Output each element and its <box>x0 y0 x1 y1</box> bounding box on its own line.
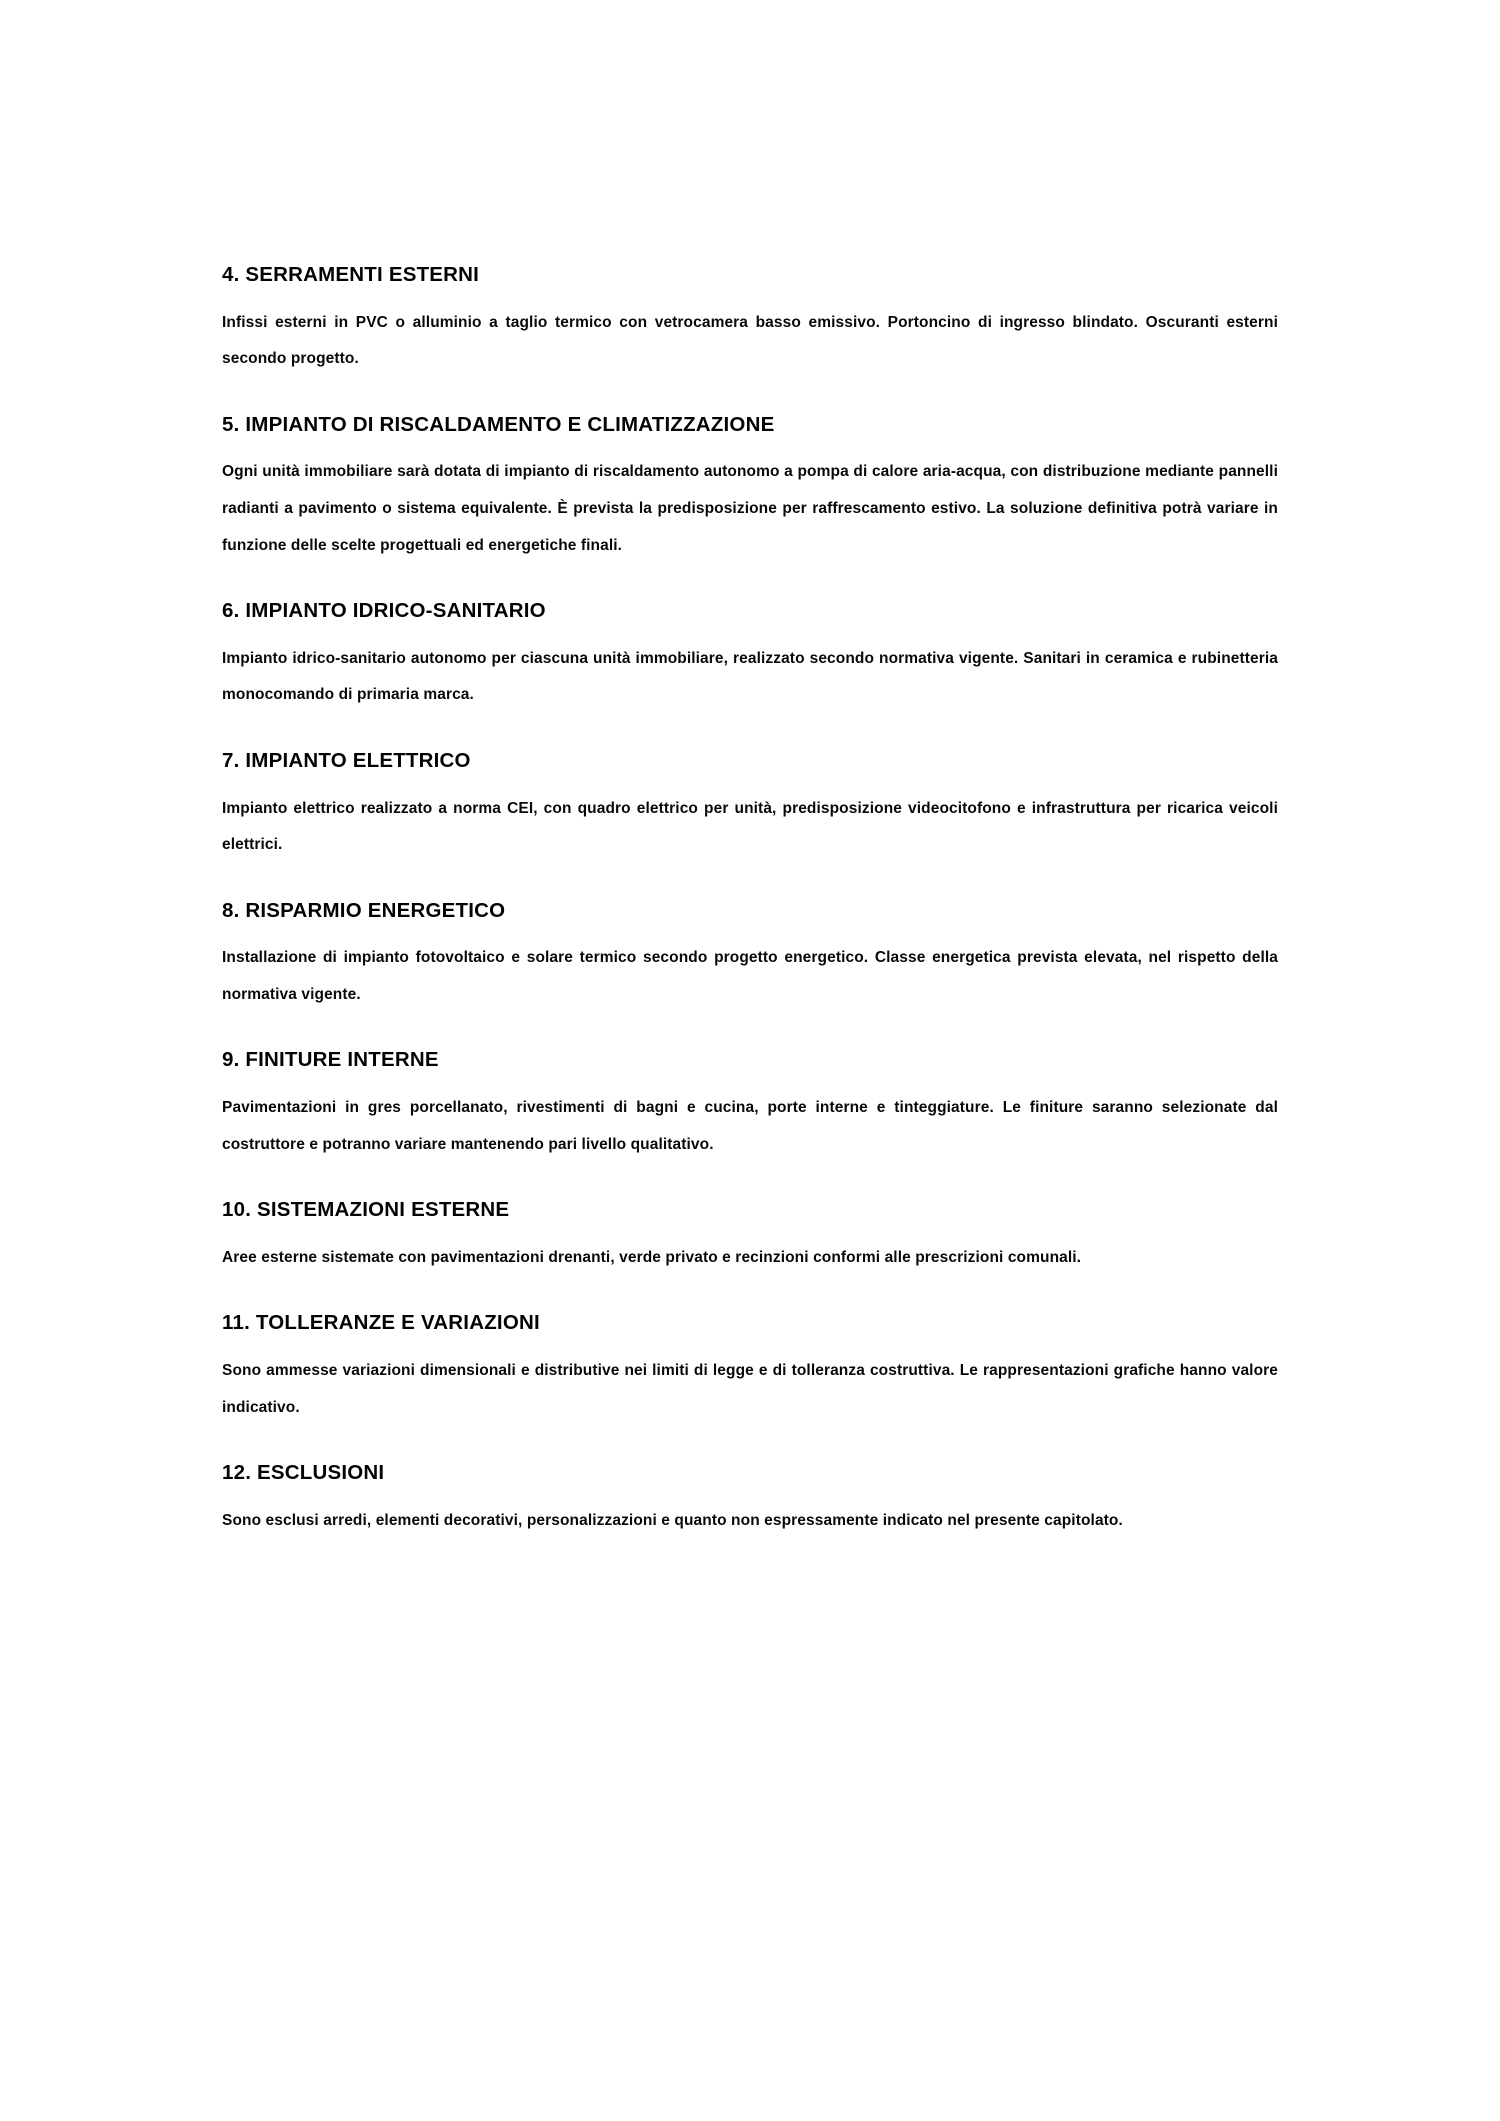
section-heading: 12. ESCLUSIONI <box>222 1461 385 1485</box>
section-heading: 10. SISTEMAZIONI ESTERNE <box>222 1198 510 1222</box>
section-paragraph: Ogni unità immobiliare sarà dotata di impianto di riscaldamento autonomo a pompa di calore aria-acqua, con distribuzione mediante pannelli radianti a pavimento o sistema equivalente. È prevista la predisposizione per raffrescamento estivo. La soluzione definitiva potrà variare in funzione delle scelte progettuali ed energetiche finali. <box>222 463 1278 554</box>
section-risparmio-energetico <box>222 898 1278 1014</box>
section-paragraph: Infissi esterni in PVC o alluminio a taglio termico con vetrocamera basso emissivo. Portoncino di ingresso blindato. Oscuranti esterni secondo progetto. <box>222 313 1278 368</box>
section-paragraph: Installazione di impianto fotovoltaico e solare termico secondo progetto energetico. Classe energetica prevista elevata, nel rispetto della normativa vigente. <box>222 949 1278 1003</box>
section-paragraph: Impianto elettrico realizzato a norma CEI, con quadro elettrico per unità, predisposizione videocitofono e infrastruttura per ricarica veicoli elettrici. <box>222 799 1278 854</box>
section-paragraph: Aree esterne sistemate con pavimentazioni drenanti, verde privato e recinzioni conformi alle prescrizioni comunali. <box>222 1248 1082 1266</box>
section-impianto-elettrico <box>222 748 1278 864</box>
document-body <box>222 262 1278 1573</box>
section-esclusioni <box>222 1460 1278 1539</box>
section-paragraph: Impianto idrico-sanitario autonomo per ciascuna unità immobiliare, realizzato secondo normativa vigente. Sanitari in ceramica e rubinetteria monocomando di primaria marca. <box>222 649 1278 704</box>
section-impianto-riscaldamento-climatizzazione <box>222 412 1278 564</box>
section-finiture-interne <box>222 1047 1278 1163</box>
section-heading: 4. SERRAMENTI ESTERNI <box>222 263 480 286</box>
section-heading: 7. IMPIANTO ELETTRICO <box>222 748 471 772</box>
section-heading: 6. IMPIANTO IDRICO-SANITARIO <box>222 599 546 623</box>
section-paragraph: Sono ammesse variazioni dimensionali e distributive nei limiti di legge e di tolleranza costruttiva. Le rappresentazioni grafiche hanno valore indicativo. <box>222 1362 1278 1416</box>
section-impianto-idrico-sanitario <box>222 598 1278 714</box>
section-heading: 5. IMPIANTO DI RISCALDAMENTO E CLIMATIZZAZIONE <box>222 412 775 436</box>
section-serramenti-esterni <box>222 262 1278 378</box>
section-tolleranze-variazioni <box>222 1310 1278 1426</box>
section-heading: 8. RISPARMIO ENERGETICO <box>222 898 506 922</box>
section-sistemazioni-esterne <box>222 1197 1278 1276</box>
section-paragraph: Sono esclusi arredi, elementi decorativi, personalizzazioni e quanto non espressamente indicato nel presente capitolato. <box>222 1511 1123 1529</box>
section-heading: 11. TOLLERANZE E VARIAZIONI <box>222 1311 540 1335</box>
section-heading: 9. FINITURE INTERNE <box>222 1048 439 1072</box>
section-paragraph: Pavimentazioni in gres porcellanato, rivestimenti di bagni e cucina, porte interne e tinteggiature. Le finiture saranno selezionate dal costruttore e potranno variare mantenendo pari livello qualitativo. <box>222 1099 1278 1153</box>
